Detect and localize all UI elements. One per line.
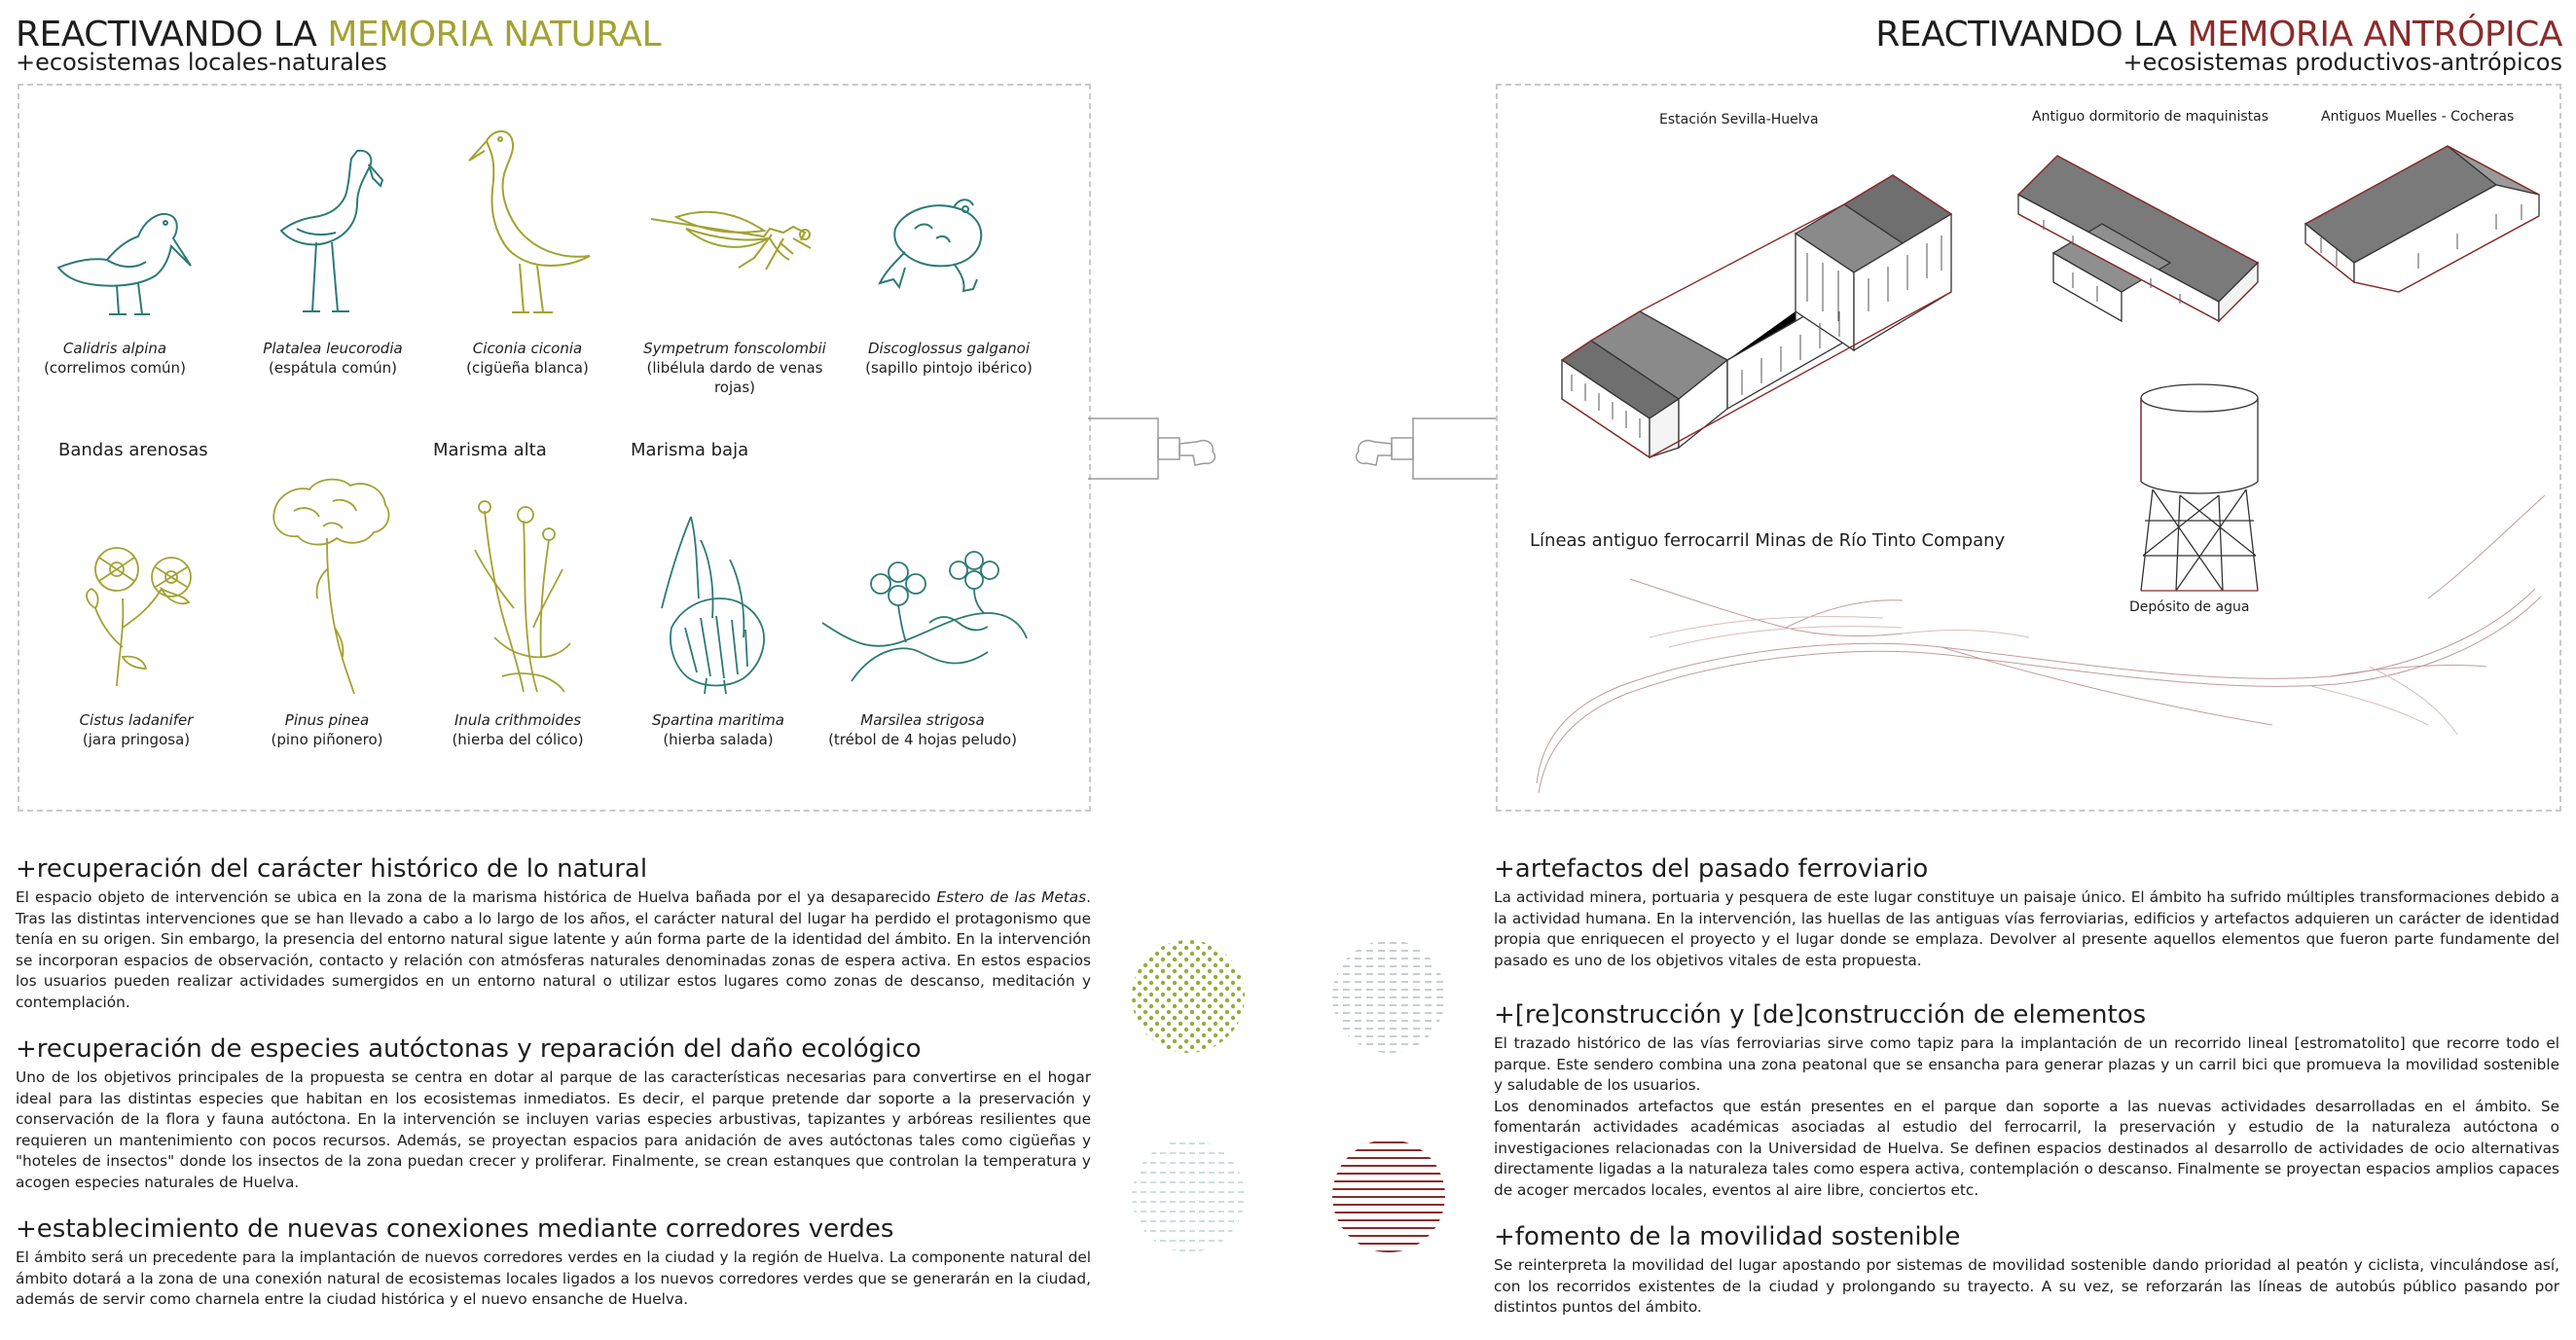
inula-icon [455,491,592,696]
flora-caption-4 [611,710,825,749]
right-title-prefix: REACTIVANDO LA [1875,15,2188,54]
sandpiper-icon [49,190,195,326]
water-tower-label: Depósito de agua [2129,599,2250,615]
fauna-common-name: (espátula común) [268,359,398,377]
spartina-icon [642,501,788,696]
rail-lines-label: Líneas antiguo ferrocarril Minas de Río Tinto Company [1530,530,2006,551]
zone-high-marsh-label: Marisma alta [433,440,547,460]
section-heading: +recuperación del carácter histórico de lo natural [16,854,648,884]
zone-low-marsh-label: Marisma baja [631,440,749,460]
left-text-column [16,854,1091,1332]
section-body-emphasis: Estero de las Metas [936,888,1087,906]
fauna-caption-2 [226,339,440,378]
stone-pine-icon [265,472,396,696]
fauna-scientific-name: Calidris alpina [62,340,167,357]
section-body: El trazado histórico de las vías ferroviarias sirve como tapiz para la implantación de un recorrido lineal [estromatolito] que recorre todo el parque. Este sendero combina una zona peatonal que se ensancha para generar plazas y un carril bici que promueva la movilidad sostenible y saludable de los usuarios. [1494,1034,2559,1094]
section-green-corridors [16,1214,1091,1311]
flora-common-name: (jara pringosa) [82,731,191,748]
rockrose-icon [78,530,204,691]
section-body: La actividad minera, portuaria y pesquera de este lugar constituye un paisaje único. El ámbito ha sufrido múltiples transformaciones debido a la actividad humana. En la intervención, las huellas de las antiguas vías ferroviarias, edificios y artefactos adquieren un carácter de identidad propia que enriquecen el proyecto y el lugar donde se emplaza. Devolver al presente aquellos elementos que fueron parte fundamente del pasado es uno de los objetivos vitales de esta propuesta. [1494,888,2559,969]
striped-red-circle-icon [1331,1139,1446,1253]
dashed-grey-circle-icon [1331,939,1446,1054]
fauna-common-name: (libélula dardo de venas rojas) [646,359,823,396]
section-historic-natural [16,854,1091,1013]
flora-scientific-name: Spartina maritima [652,711,784,729]
flora-scientific-name: Inula crithmoides [454,711,582,729]
section-heading: +[re]construcción y [de]construcción de elementos [1494,1000,2147,1030]
stork-icon [465,122,601,316]
connector-plug-icon [1088,409,1497,487]
section-heading: +artefactos del pasado ferroviario [1494,854,1929,884]
fauna-scientific-name: Ciconia ciconia [472,340,583,357]
fauna-caption-5 [842,339,1056,378]
right-title-accent: MEMORIA ANTRÓPICA [2187,15,2562,54]
section-sustainable-mobility [1494,1222,2559,1319]
flora-common-name: (pino piñonero) [271,731,383,748]
rail-lines-map [1533,491,2545,798]
flora-common-name: (hierba salada) [663,731,774,748]
fauna-common-name: (correlimos común) [44,359,186,377]
section-railway-artifacts [1494,854,2559,971]
fauna-scientific-name: Platalea leucorodia [263,340,403,357]
left-title-accent: MEMORIA NATURAL [327,15,662,54]
left-subtitle: +ecosistemas locales-naturales [16,49,387,76]
section-heading: +recuperación de especies autóctonas y reparación del daño ecológico [16,1034,922,1064]
fauna-scientific-name: Discoglossus galganoi [868,340,1030,357]
flora-caption-2 [220,710,434,749]
right-text-column [1494,854,2559,1340]
fauna-caption-3 [420,339,635,378]
flora-scientific-name: Pinus pinea [284,711,370,729]
station-label: Estación Sevilla-Huelva [1659,112,1819,127]
section-body-text: . Tras las distintas intervenciones que se han llevado a cabo a lo largo de los años, el carácter natural del lugar ha perdido el protagonismo que tenía en su origen. Sin embargo, la presencia del entorno natural sigue latente y aún forma parte de la identidad del ámbito. En la intervención se incorporan espacios de observación, contacto y relación con atmósferas naturales denominadas zonas de espera activa. En estos espacios los usuarios pueden realizar actividades sumergidos en un entorno natural o utilizar estos lugares como zonas de descanso, meditación y contemplación. [16,888,1091,1011]
section-body: El ámbito será un precedente para la implantación de nuevos corredores verdes en la ciudad y la región de Huelva. La componente natural del ámbito dotará a la zona de una conexión natural de ecosistemas locales ligados a los nuevos corredores verdes que se generarán en la ciudad, además de servir como charnela entre la ciudad histórica y el nuevo ensanche de Huelva. [16,1249,1091,1308]
section-body: Uno de los objetivos principales de la propuesta se centra en dotar al parque de las características necesarias para convertirse en el hogar ideal para las distintas especies que habitan en los ecosistemas inmediatos. Es decir, el parque pretende dar soporte a la preservación y conservación de la flora y fauna autóctona. En la intervención se incluyen varias especies arbustivas, tapizantes y arbóreas resilientes que requieren un mantenimiento con pocos recursos. Además, se proyectan espacios para anidación de aves autóctonas tales como cigüeñas y "hoteles de insectos" donde los insectos de la zona puedan crecer y proliferar. Finalmente, se crean estanques que controlan la temperatura y acogen especies naturales de Huelva. [16,1068,1091,1191]
frog-icon [876,190,993,297]
right-subtitle: +ecosistemas productivos-antrópicos [2122,49,2562,76]
section-native-species [16,1034,1091,1193]
spoonbill-icon [268,141,394,316]
section-heading: +establecimiento de nuevas conexiones mediante corredores verdes [16,1214,894,1244]
section-body [16,887,1091,1013]
flora-scientific-name: Marsilea strigosa [860,711,985,729]
fauna-scientific-name: Sympetrum fonscolombii [643,340,826,357]
section-body-text: El espacio objeto de intervención se ubica en la zona de la marisma histórica de Huelva bañada por el ya desaparecido [16,888,937,906]
section-body-2: Los denominados artefactos que están presentes en el parque dan soporte a las nuevas actividades desarrolladas en el ámbito. Se fomentarán actividades académicas asociadas al estudio del ferrocarril, la preservación y estudio de la naturaleza autóctona o investigaciones relacionadas con la Universidad de Huelva. Se definen espacios destinados al desarrollo de actividades de ocio alternativas directamente ligadas a la naturaleza tales como espera activa, contemplación o descanso. Finalmente se proyectan espacios amplios capaces de acoger mercados locales, eventos al aire libre, conciertos etc. [1494,1097,2559,1199]
dragonfly-icon [647,199,822,287]
fauna-caption-4 [628,339,842,397]
train-station-icon [1552,165,1990,496]
docks-building-icon [2302,136,2545,321]
fauna-common-name: (sapillo pintojo ibérico) [865,359,1033,377]
zone-sandy-label: Bandas arenosas [58,440,208,460]
dotted-olive-circle-icon [1131,939,1246,1054]
flora-caption-1 [29,710,243,749]
left-title-prefix: REACTIVANDO LA [16,15,328,54]
section-heading: +fomento de la movilidad sostenible [1494,1222,1961,1251]
flora-common-name: (hierba del cólico) [452,731,584,748]
flora-scientific-name: Cistus ladanifer [79,711,194,729]
fauna-common-name: (cigüeña blanca) [466,359,589,377]
section-reconstruction [1494,1000,2559,1201]
section-body: Se reinterpreta la movilidad del lugar apostando por sistemas de movilidad sostenible dando prioridad al peatón y ciclista, vinculándose así, con los recorridos existentes de la ciudad y prolongando su trayecto. A su vez, se reforzarán las líneas de autobús público pasando por distintos puntos del ámbito. [1494,1256,2559,1316]
dormitory-label: Antiguo dormitorio de maquinistas [2032,109,2269,125]
marsilea-icon [813,545,1032,691]
dormitory-building-icon [2014,136,2268,331]
flora-caption-5 [816,710,1030,749]
dashed-teal-circle-icon [1131,1139,1246,1253]
docks-label: Antiguos Muelles - Cocheras [2321,109,2515,125]
flora-caption-3 [411,710,625,749]
fauna-caption-1 [8,339,222,378]
flora-common-name: (trébol de 4 hojas peludo) [828,731,1017,748]
